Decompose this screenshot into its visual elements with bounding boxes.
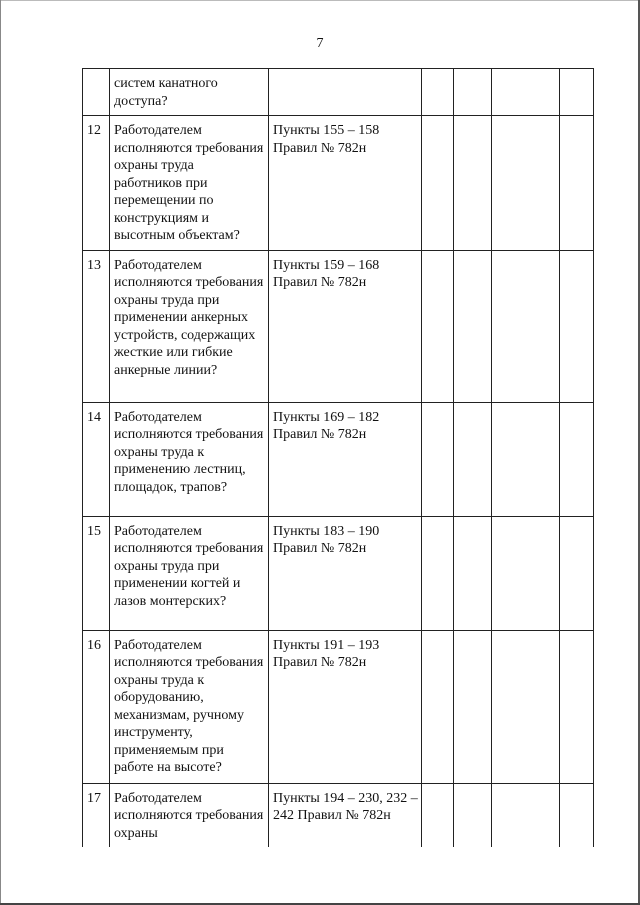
question-cell: Работодателем исполняются требования охраны труда работников при перемещении по конструкциям и высотным объектам?	[110, 116, 269, 251]
answer-yes-cell	[422, 783, 454, 847]
answer-yes-cell	[422, 402, 454, 516]
answer-yes-cell	[422, 69, 454, 116]
note-cell	[560, 402, 594, 516]
page-number: 7	[316, 36, 324, 51]
answer-no-cell	[454, 630, 492, 783]
reference-cell	[269, 69, 422, 116]
note-cell	[560, 116, 594, 251]
row-number: 12	[83, 116, 110, 251]
note-cell	[560, 630, 594, 783]
table-row	[83, 630, 594, 783]
answer-yes-cell	[422, 250, 454, 402]
answer-na-cell	[492, 250, 560, 402]
table-row	[83, 69, 594, 116]
table-row	[83, 783, 594, 847]
table-row	[83, 250, 594, 402]
page-edge-left	[0, 0, 1, 905]
note-cell	[560, 250, 594, 402]
note-cell	[560, 69, 594, 116]
question-cell: Работодателем исполняются требования охраны труда к оборудованию, механизмам, ручному инструменту, применяемым при работе на высоте?	[110, 630, 269, 783]
reference-cell: Пункты 183 – 190 Правил № 782н	[269, 516, 422, 630]
answer-na-cell	[492, 402, 560, 516]
reference-cell: Пункты 159 – 168 Правил № 782н	[269, 250, 422, 402]
answer-no-cell	[454, 250, 492, 402]
answer-yes-cell	[422, 630, 454, 783]
row-number: 15	[83, 516, 110, 630]
answer-na-cell	[492, 630, 560, 783]
checklist-table	[82, 68, 594, 847]
question-cell: систем канатного доступа?	[110, 69, 269, 116]
reference-cell: Пункты 191 – 193 Правил № 782н	[269, 630, 422, 783]
table-row	[83, 516, 594, 630]
note-cell	[560, 516, 594, 630]
page-edge-top	[0, 0, 638, 1]
reference-cell: Пункты 169 – 182 Правил № 782н	[269, 402, 422, 516]
answer-yes-cell	[422, 116, 454, 251]
answer-na-cell	[492, 69, 560, 116]
row-number: 14	[83, 402, 110, 516]
table-row	[83, 402, 594, 516]
row-number	[83, 69, 110, 116]
answer-na-cell	[492, 116, 560, 251]
answer-no-cell	[454, 402, 492, 516]
answer-no-cell	[454, 783, 492, 847]
answer-no-cell	[454, 116, 492, 251]
answer-no-cell	[454, 516, 492, 630]
note-cell	[560, 783, 594, 847]
question-cell: Работодателем исполняются требования охраны	[110, 783, 269, 847]
answer-yes-cell	[422, 516, 454, 630]
table-row	[83, 116, 594, 251]
answer-na-cell	[492, 783, 560, 847]
reference-cell: Пункты 155 – 158 Правил № 782н	[269, 116, 422, 251]
question-cell: Работодателем исполняются требования охраны труда к применению лестниц, площадок, трапов?	[110, 402, 269, 516]
question-cell: Работодателем исполняются требования охраны труда при применении когтей и лазов монтерских?	[110, 516, 269, 630]
reference-cell: Пункты 194 – 230, 232 – 242 Правил № 782н	[269, 783, 422, 847]
row-number: 17	[83, 783, 110, 847]
row-number: 16	[83, 630, 110, 783]
answer-na-cell	[492, 516, 560, 630]
answer-no-cell	[454, 69, 492, 116]
question-cell: Работодателем исполняются требования охраны труда при применении анкерных устройств, содержащих жесткие или гибкие анкерные линии?	[110, 250, 269, 402]
row-number: 13	[83, 250, 110, 402]
